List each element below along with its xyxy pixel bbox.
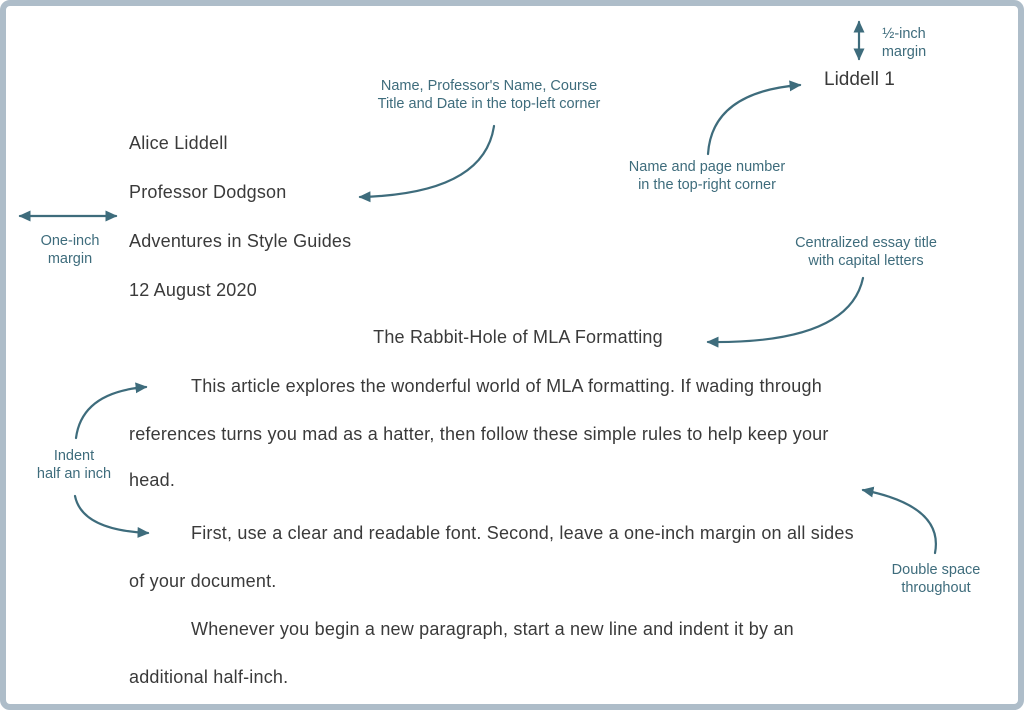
annotation-top-right-corner: Name and page number in the top-right corner [628,159,786,193]
essay-title: The Rabbit-Hole of MLA Formatting [373,327,663,347]
heading-line-professor: Professor Dodgson [129,182,287,202]
annotation-centered-title: Centralized essay title with capital letters [795,235,937,269]
arrow-to-page-number-icon [708,85,800,154]
annotation-top-left-corner: Name, Professor's Name, Course Title and Date in the top-left corner [377,78,601,112]
annotation-indent-half-inch: Indent half an inch [36,448,112,482]
heading-line-date: 12 August 2020 [129,280,257,300]
body-line: This article explores the wonderful world of MLA formatting. If wading through [191,376,822,396]
annotation-double-space: Double space throughout [891,562,981,596]
annotation-half-inch-margin: ½-inch margin [881,26,927,60]
body-line: references turns you mad as a hatter, then follow these simple rules to help keep your [129,424,829,444]
annotation-one-inch-margin: One-inch margin [40,233,100,267]
page-header-text: Liddell 1 [824,69,895,90]
body-line: head. [129,470,176,490]
arrow-to-line-spacing-icon [863,490,936,553]
arrow-to-second-indent-icon [75,496,148,533]
heading-line-course: Adventures in Style Guides [129,231,352,251]
body-line: additional half-inch. [129,667,289,687]
body-line: Whenever you begin a new paragraph, start a new line and indent it by an [191,619,794,639]
body-line: of your document. [129,571,277,591]
heading-line-name: Alice Liddell [129,133,228,153]
arrow-to-heading-block-icon [360,126,494,197]
body-line: First, use a clear and readable font. Second, leave a one-inch margin on all sides [191,523,854,543]
